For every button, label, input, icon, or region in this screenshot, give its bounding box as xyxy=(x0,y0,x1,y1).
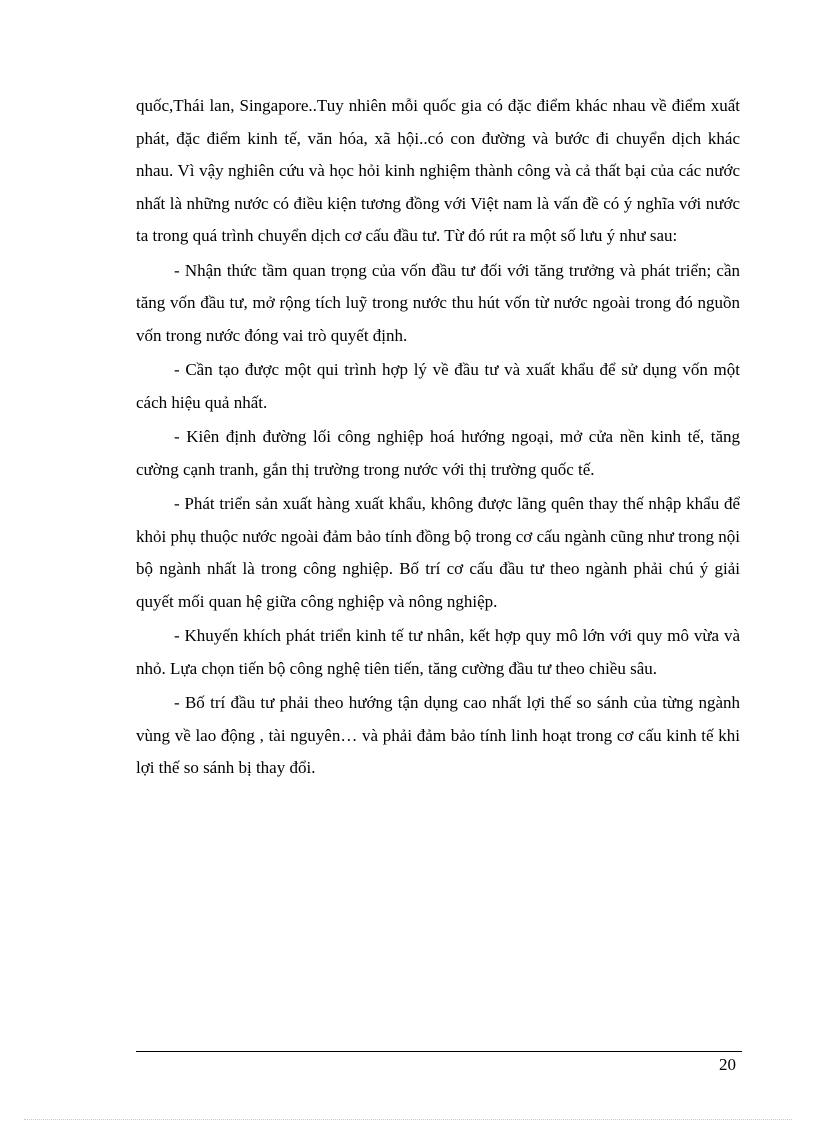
paragraph-investment-process: - Cần tạo được một qui trình hợp lý về đầu tư và xuất khẩu để sử dụng vốn một cách hiệu quả nhất. xyxy=(136,360,740,412)
paragraph-capital-awareness: - Nhận thức tầm quan trọng của vốn đầu tư đối với tăng trưởng và phát triển; cần tăng vốn đầu tư, mở rộng tích luỹ trong nước thu hút vốn từ nước ngoài trong đó nguồn vốn trong nước đóng vai trò quyết định. xyxy=(136,260,740,345)
paragraph-private-sector: - Khuyến khích phát triển kinh tế tư nhân, kết hợp quy mô lớn với quy mô vừa và nhỏ. Lựa chọn tiến bộ công nghệ tiên tiến, tăng cường đầu tư theo chiều sâu. xyxy=(136,626,740,678)
paragraph-intro: quốc,Thái lan, Singapore..Tuy nhiên mỗi quốc gia có đặc điểm khác nhau về điểm xuất phát, đặc điểm kinh tế, văn hóa, xã hội..có con đường và bước đi chuyển dịch khác nhau. Vì vậy nghiên cứu và học hỏi kinh nghiệm thành công và cả thất bại của các nước nhất là những nước có điều kiện tương đồng với Việt nam là vấn đề có ý nghĩa với nước ta trong quá trình chuyển dịch cơ cấu đầu tư. Từ đó rút ra một số lưu ý như sau: xyxy=(136,96,740,245)
page-number: 20 xyxy=(719,1055,736,1074)
paragraph-industrialization: - Kiên định đường lối công nghiệp hoá hướng ngoại, mở cửa nền kinh tế, tăng cường cạnh tranh, gắn thị trường trong nước với thị trường quốc tế. xyxy=(136,427,740,479)
paragraph-export-production: - Phát triển sản xuất hàng xuất khẩu, không được lãng quên thay thế nhập khẩu để khỏi phụ thuộc nước ngoài đảm bảo tính đồng bộ trong cơ cấu ngành cũng như trong nội bộ ngành nhất là trong công nghiệp. Bố trí cơ cấu đầu tư theo ngành phải chú ý giải quyết mối quan hệ giữa công nghiệp và nông nghiệp. xyxy=(136,494,740,611)
paragraph-comparative-advantage: - Bố trí đầu tư phải theo hướng tận dụng cao nhất lợi thế so sánh của từng ngành vùng về lao động , tài nguyên… và phải đảm bảo tính linh hoạt trong cơ cấu kinh tế khi lợi thế so sánh bị thay đổi. xyxy=(136,693,740,777)
page-bottom-border xyxy=(24,1119,792,1120)
document-body xyxy=(136,90,740,787)
footer-divider xyxy=(136,1051,742,1052)
